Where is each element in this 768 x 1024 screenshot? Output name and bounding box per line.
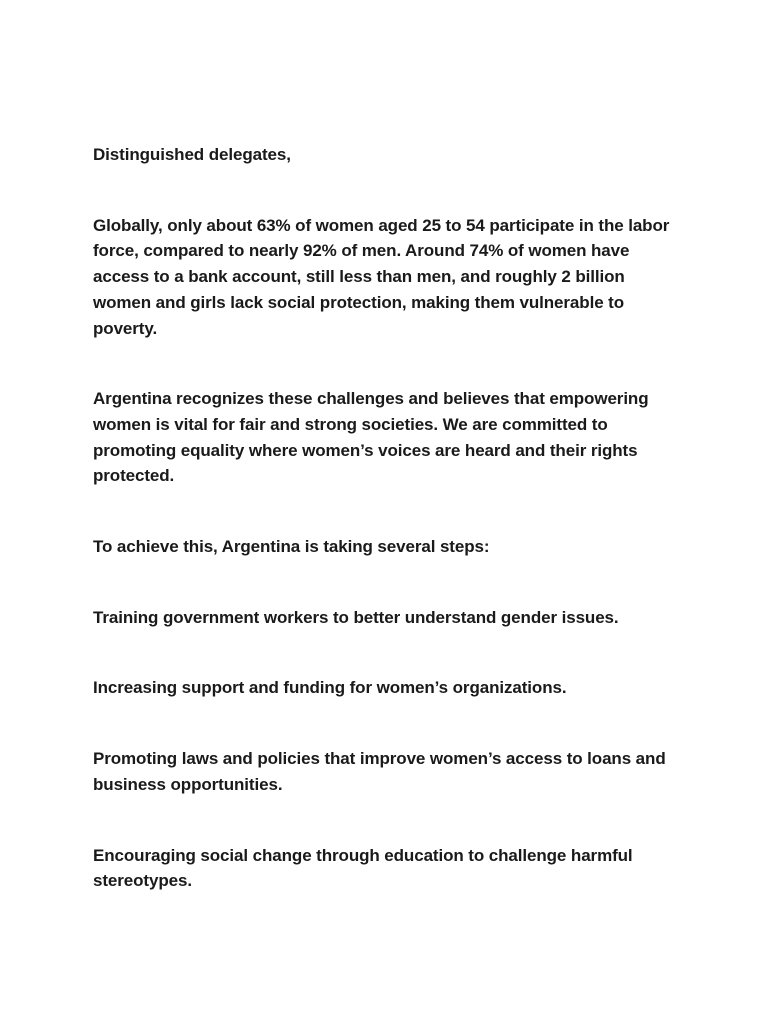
step-laws-policies: Promoting laws and policies that improve women’s access to loans and business opportunities. [93, 749, 666, 794]
document-body [93, 142, 678, 939]
paragraph-argentina-commitment: Argentina recognizes these challenges and believes that empowering women is vital for fair and strong societies. We are committed to promoting equality where women’s voices are heard and their rights protected. [93, 389, 649, 486]
salutation: Distinguished delegates, [93, 145, 291, 164]
paragraph-global-statistics: Globally, only about 63% of women aged 25 to 54 participate in the labor force, compared to nearly 92% of men. Around 74% of women have access to a bank account, still less than men, and roughly 2 billion women and girls lack social protection, making them vulnerable to poverty. [93, 215, 670, 338]
step-education: Encouraging social change through education to challenge harmful stereotypes. [93, 845, 633, 891]
paragraph-steps-intro: To achieve this, Argentina is taking several steps: [93, 537, 490, 557]
step-training: Training government workers to better understand gender issues. [93, 607, 619, 627]
step-funding: Increasing support and funding for women’s organizations. [93, 678, 567, 698]
